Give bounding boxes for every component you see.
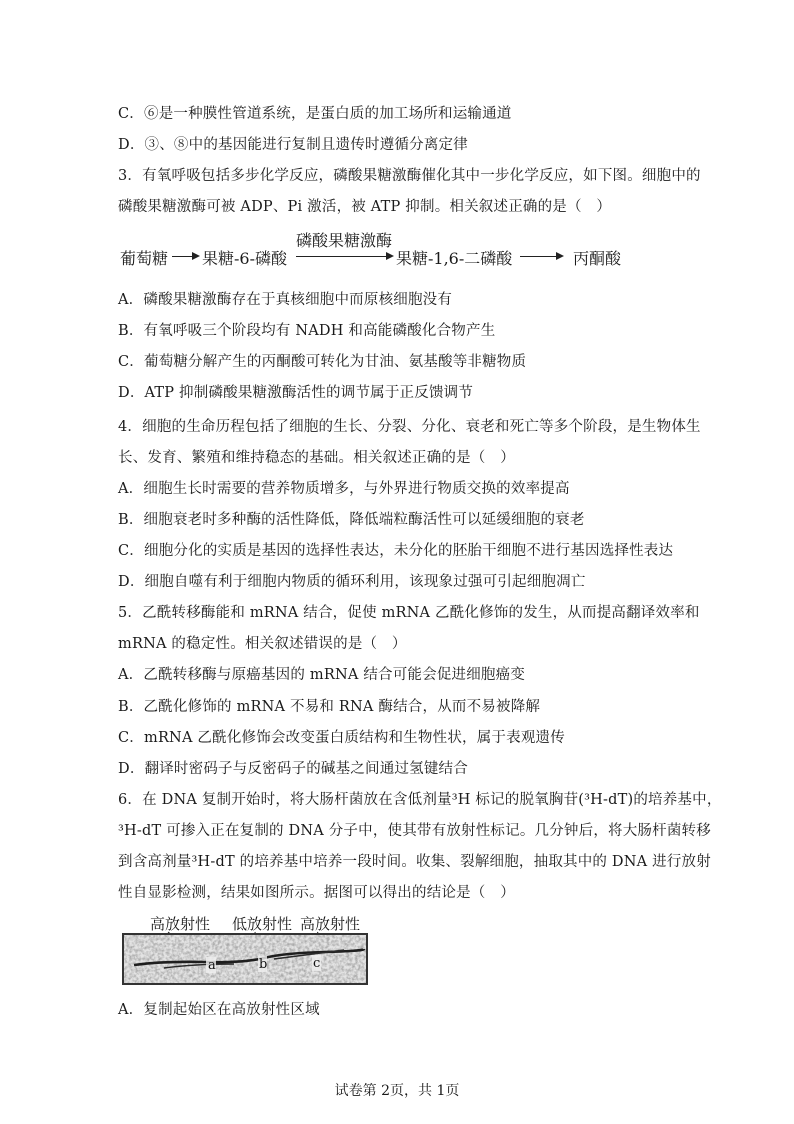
option-4b: B．细胞衰老时多种酶的活性降低，降低端粒酶活性可以延缓细胞的衰老 [118, 512, 585, 528]
option-6a: A．复制起始区在高放射性区域 [118, 1002, 320, 1018]
question-5-line-1: 5．乙酰转移酶能和 mRNA 结合，促使 mRNA 乙酰化修饰的发生，从而提高翻译效率和 [118, 605, 700, 621]
mark-c: c [313, 956, 321, 971]
autoradiograph-image [122, 933, 368, 985]
question-4-line-2: 长、发育、繁殖和维持稳态的基础。相关叙述正确的是（ ） [118, 450, 515, 466]
option-5a: A．乙酰转移酶与原癌基因的 mRNA 结合可能会促进细胞癌变 [118, 667, 526, 683]
f6p-label: 果糖-6-磷酸 [202, 249, 287, 268]
option-5b: B．乙酰化修饰的 mRNA 不易和 RNA 酶结合，从而不易被降解 [118, 699, 541, 715]
question-6-line-1: 6．在 DNA 复制开始时，将大肠杆菌放在含低剂量³H 标记的脱氧胸苷(³H-dT)的培养基中， [118, 792, 722, 808]
question-6-line-3: 到含高剂量³H-dT 的培养基中培养一段时间。收集、裂解细胞，抽取其中的 DNA 进行放射 [118, 854, 711, 870]
question-6-line-4: 性自显影检测，结果如图所示。据图可以得出的结论是（ ） [118, 885, 515, 901]
option-3a: A．磷酸果糖激酶存在于真核细胞中而原核细胞没有 [118, 292, 453, 308]
question-4-line-1: 4．细胞的生命历程包括了细胞的生长、分裂、分化、衰老和死亡等多个阶段，是生物体生 [118, 419, 701, 435]
page-footer: 试卷第 2页，共 1页 [334, 1083, 460, 1099]
pyruvate-label: 丙酮酸 [573, 249, 622, 268]
option-3b: B．有氧呼吸三个阶段均有 NADH 和高能磷酸化合物产生 [118, 323, 496, 339]
question-3-line-2: 磷酸果糖激酶可被 ADP、Pi 激活，被 ATP 抑制。相关叙述正确的是（ ） [118, 199, 612, 215]
mark-b: b [259, 957, 268, 972]
label-high-left: 高放射性 [150, 915, 211, 933]
f16bp-label: 果糖-1,6-二磷酸 [396, 249, 513, 268]
label-high-right: 高放射性 [300, 915, 361, 933]
option-4d: D．细胞自噬有利于细胞内物质的循环利用，该现象过强可引起细胞凋亡 [118, 574, 586, 590]
option-5c: C．mRNA 乙酰化修饰会改变蛋白质结构和生物性状，属于表观遗传 [118, 730, 565, 746]
option-3d: D．ATP 抑制磷酸果糖激酶活性的调节属于正反馈调节 [118, 385, 474, 401]
glucose-label: 葡萄糖 [120, 249, 169, 268]
option-5d: D．翻译时密码子与反密码子的碱基之间通过氢键结合 [118, 761, 468, 777]
mark-a: a [208, 958, 216, 973]
question-3-line-1: 3．有氧呼吸包括多步化学反应，磷酸果糖激酶催化其中一步化学反应，如下图。细胞中的 [118, 168, 701, 184]
question-5-line-2: mRNA 的稳定性。相关叙述错误的是（ ） [118, 636, 407, 652]
question-6-line-2: ³H-dT 可掺入正在复制的 DNA 分子中，使其带有放射性标记。几分钟后，将大肠杆菌转移 [118, 823, 711, 839]
option-2c: C．⑥是一种膜性管道系统，是蛋白质的加工场所和运输通道 [118, 106, 512, 122]
option-3c: C．葡萄糖分解产生的丙酮酸可转化为甘油、氨基酸等非糖物质 [118, 354, 527, 370]
label-low: 低放射性 [232, 915, 293, 933]
autoradiograph-texture [124, 935, 366, 983]
enzyme-label: 磷酸果糖激酶 [296, 231, 393, 250]
option-4c: C．细胞分化的实质是基因的选择性表达，未分化的胚胎干细胞不进行基因选择性表达 [118, 543, 674, 559]
option-2d: D．③、⑧中的基因能进行复制且遗传时遵循分离定律 [118, 137, 468, 153]
option-4a: A．细胞生长时需要的营养物质增多，与外界进行物质交换的效率提高 [118, 481, 570, 497]
